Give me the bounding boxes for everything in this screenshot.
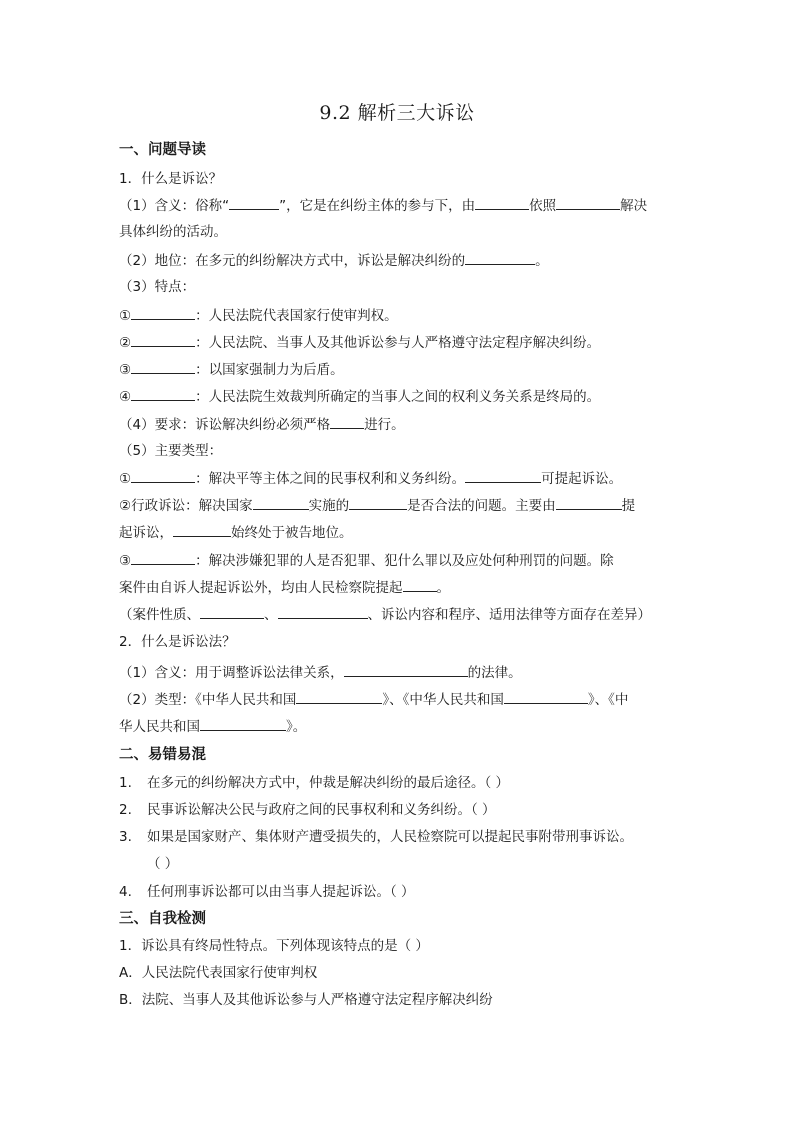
blank-field[interactable]	[403, 577, 437, 592]
list-item: 1. 在多元的纠纷解决方式中，仲裁是解决纠纷的最后途径。（ ）	[119, 775, 510, 791]
features-heading: （3）特点：	[119, 279, 196, 295]
option-b[interactable]: B．法院、当事人及其他诉讼参与人严格遵守法定程序解决纠纷	[119, 992, 493, 1008]
section-heading-2: 二、易错易混	[119, 747, 206, 763]
blank-field[interactable]	[504, 689, 588, 704]
blank-field[interactable]	[465, 468, 541, 483]
blank-field[interactable]	[475, 195, 529, 210]
blank-field[interactable]	[131, 305, 195, 320]
blank-field[interactable]	[173, 522, 231, 537]
types-heading: （5）主要类型：	[119, 443, 223, 459]
blank-field[interactable]	[330, 414, 364, 429]
type-criminal-cont: 案件由自诉人提起诉讼外，均由人民检察院提起 。	[119, 577, 679, 598]
option-a[interactable]: A．人民法院代表国家行使审判权	[119, 965, 318, 981]
feature-1: ① ：人民法院代表国家行使审判权。	[119, 305, 679, 326]
differences-line: （案件性质、 、 、诉讼内容和程序、适用法律等方面存在差异）	[119, 604, 679, 625]
type-administrative-cont: 起诉讼， 始终处于被告地位。	[119, 522, 679, 543]
section-heading-3: 三、自我检测	[119, 911, 206, 927]
feature-3: ③ ：以国家强制力为后盾。	[119, 359, 679, 380]
blank-field[interactable]	[131, 386, 195, 401]
question-2: 2．什么是诉讼法？	[119, 634, 236, 650]
law-definition: （1）含义：用于调整诉讼法律关系， 的法律。	[119, 662, 679, 683]
blank-field[interactable]	[200, 604, 264, 619]
type-civil: ① ：解决平等主体之间的民事权利和义务纠纷。 可提起诉讼。	[119, 468, 679, 489]
type-criminal: ③ ：解决涉嫌犯罪的人是否犯罪、犯什么罪以及应处何种刑罚的问题。除	[119, 550, 679, 571]
requirement-line: （4）要求：诉讼解决纠纷必须严格 进行。	[119, 414, 679, 435]
feature-2: ② ：人民法院、当事人及其他诉讼参与人严格遵守法定程序解决纠纷。	[119, 332, 679, 353]
blank-field[interactable]	[200, 716, 286, 731]
blank-field[interactable]	[229, 195, 279, 210]
list-item: 4. 任何刑事诉讼都可以由当事人提起诉讼。（ ）	[119, 884, 415, 900]
document-title: 9.2 解析三大诉讼	[319, 102, 475, 124]
blank-field[interactable]	[131, 468, 195, 483]
blank-field[interactable]	[253, 495, 309, 510]
list-item-cont: （ ）	[147, 856, 179, 872]
definition-line: （1）含义：俗称“ ”，它是在纠纷主体的参与下，由 依照 解决	[119, 195, 679, 216]
blank-field[interactable]	[556, 195, 620, 210]
status-line: （2）地位：在多元的纠纷解决方式中，诉讼是解决纠纷的 。	[119, 250, 679, 271]
test-question-1: 1．诉讼具有终局性特点。下列体现该特点的是（ ）	[119, 938, 429, 954]
blank-field[interactable]	[556, 495, 622, 510]
blank-field[interactable]	[131, 550, 195, 565]
law-types: （2）类型：《中华人民共和国 》、《中华人民共和国 》、《中	[119, 689, 679, 710]
blank-field[interactable]	[349, 495, 407, 510]
section-heading-1: 一、问题导读	[119, 142, 206, 158]
blank-field[interactable]	[131, 332, 195, 347]
list-item: 3. 如果是国家财产、集体财产遭受损失的，人民检察院可以提起民事附带刑事诉讼。	[119, 829, 633, 845]
blank-field[interactable]	[344, 662, 468, 677]
blank-field[interactable]	[131, 359, 195, 374]
law-types-cont: 华人民共和国 》。	[119, 716, 679, 737]
blank-field[interactable]	[278, 604, 368, 619]
type-administrative: ②行政诉讼：解决国家 实施的 是否合法的问题。主要由 提	[119, 495, 679, 516]
definition-line-cont: 具体纠纷的活动。	[119, 224, 227, 240]
feature-4: ④ ：人民法院生效裁判所确定的当事人之间的权利义务关系是终局的。	[119, 386, 679, 407]
blank-field[interactable]	[465, 250, 535, 265]
list-item: 2. 民事诉讼解决公民与政府之间的民事权利和义务纠纷。（ ）	[119, 802, 496, 818]
question-1: 1．什么是诉讼？	[119, 171, 223, 187]
blank-field[interactable]	[296, 689, 382, 704]
